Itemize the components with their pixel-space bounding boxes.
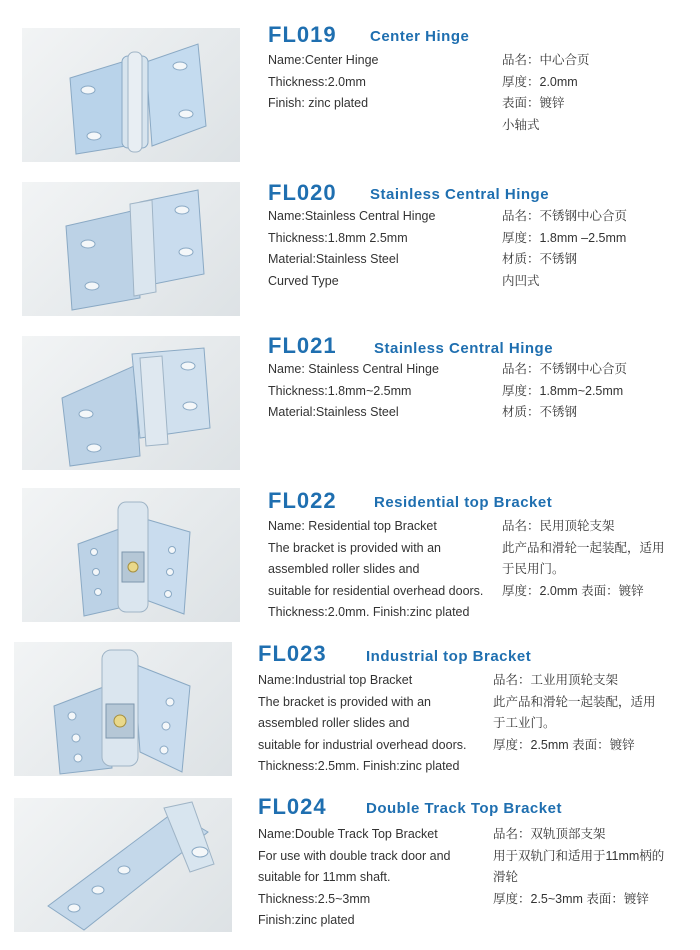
spec-line: 厚度：2.5mm 表面：镀锌: [493, 737, 635, 752]
spec-line: Thickness:1.8mm~2.5mm: [268, 383, 412, 398]
spec-line: assembled roller slides and: [258, 716, 410, 730]
spec-en: [258, 824, 450, 932]
product-photo-fl024: [14, 798, 232, 932]
product-code: FL019: [268, 22, 337, 47]
spec-en: [258, 670, 466, 778]
center-hinge-illustration: [22, 28, 240, 162]
spec-cn: [502, 50, 590, 136]
spec-line: Name: Residential top Bracket: [268, 519, 437, 533]
spec-line: assembled roller slides and: [268, 562, 420, 576]
spec-line: 滑轮: [493, 870, 519, 884]
spec-line: 于工业门。: [493, 716, 556, 730]
spec-cn: [493, 824, 664, 910]
spec-line: 于民用门。: [502, 562, 565, 576]
spec-cn: [502, 516, 665, 602]
spec-en: [268, 50, 378, 115]
spec-line: 品名：不锈钢中心合页: [502, 362, 628, 376]
spec-line: suitable for 11mm shaft.: [258, 870, 391, 884]
spec-line: 厚度：2.5~3mm 表面：镀锌: [493, 891, 649, 906]
product-photo-fl020: [22, 182, 240, 316]
spec-line: Name:Center Hinge: [268, 53, 379, 67]
spec-en: [268, 206, 435, 292]
spec-line: 材质：不锈钢: [502, 405, 578, 419]
spec-en: [268, 516, 483, 624]
spec-line: The bracket is provided with an: [268, 540, 442, 555]
stainless-hinge-illustration: [22, 336, 240, 470]
product-code: FL021: [268, 333, 337, 358]
spec-line: Material:Stainless Steel: [268, 252, 399, 266]
spec-line: Thickness:2.5mm. Finish:zinc plated: [258, 759, 460, 773]
spec-line: Thickness:1.8mm 2.5mm: [268, 230, 408, 245]
spec-line: Name: Stainless Central Hinge: [268, 362, 439, 376]
product-code: FL022: [268, 488, 337, 513]
product-title: Residential top Bracket: [374, 494, 553, 511]
spec-line: Name:Double Track Top Bracket: [258, 827, 438, 841]
spec-cn: [493, 670, 656, 756]
product-title: Industrial top Bracket: [366, 648, 532, 665]
product-title: Stainless Central Hinge: [370, 186, 550, 203]
spec-line: suitable for residential overhead doors.: [268, 583, 484, 598]
double-track-bracket-illustration: [14, 798, 232, 932]
product-code: FL024: [258, 794, 327, 819]
product-photo-fl021: [22, 336, 240, 470]
product-code: FL020: [268, 180, 337, 205]
residential-bracket-illustration: [22, 488, 240, 622]
spec-line: Finish:zinc plated: [258, 913, 355, 927]
spec-line: 厚度：1.8mm –2.5mm: [502, 230, 627, 245]
spec-line: The bracket is provided with an: [258, 694, 432, 709]
spec-line: 小轴式: [502, 117, 540, 132]
spec-line: suitable for industrial overhead doors.: [258, 737, 467, 752]
spec-line: Thickness:2.5~3mm: [258, 891, 371, 906]
product-title: Double Track Top Bracket: [366, 800, 562, 817]
product-title: Center Hinge: [370, 28, 470, 45]
spec-line: 内凹式: [502, 273, 540, 288]
spec-line: 品名：中心合页: [502, 53, 590, 67]
spec-line: 用于双轨门和适用于11mm柄的: [493, 848, 665, 863]
spec-line: Curved Type: [268, 273, 339, 288]
spec-line: Name:Stainless Central Hinge: [268, 209, 436, 223]
product-code: FL023: [258, 641, 327, 666]
spec-en: [268, 359, 439, 424]
stainless-hinge-illustration: [22, 182, 240, 316]
spec-line: Thickness:2.0mm: [268, 74, 366, 89]
spec-line: 厚度：2.0mm: [502, 74, 578, 89]
spec-line: 表面：镀锌: [502, 96, 565, 110]
spec-line: 品名：工业用顶轮支架: [493, 673, 619, 687]
industrial-bracket-illustration: [14, 642, 232, 776]
spec-line: 品名：不锈钢中心合页: [502, 209, 628, 223]
product-photo-fl023: [14, 642, 232, 776]
spec-line: Name:Industrial top Bracket: [258, 673, 413, 687]
spec-cn: [502, 359, 627, 424]
product-photo-fl019: [22, 28, 240, 162]
spec-line: 厚度：1.8mm~2.5mm: [502, 383, 624, 398]
product-title: Stainless Central Hinge: [374, 340, 554, 357]
spec-line: 厚度：2.0mm 表面：镀锌: [502, 583, 644, 598]
spec-line: For use with double track door and: [258, 848, 451, 863]
spec-cn: [502, 206, 627, 292]
product-photo-fl022: [22, 488, 240, 622]
spec-line: Thickness:2.0mm. Finish:zinc plated: [268, 605, 470, 619]
spec-line: 品名：双轨顶部支架: [493, 827, 606, 841]
spec-line: Material:Stainless Steel: [268, 405, 399, 419]
spec-line: 品名：民用顶轮支架: [502, 519, 615, 533]
spec-line: 材质：不锈钢: [502, 252, 578, 266]
spec-line: 此产品和滑轮一起装配，适用: [502, 540, 665, 555]
spec-line: Finish: zinc plated: [268, 96, 369, 110]
spec-line: 此产品和滑轮一起装配，适用: [493, 694, 656, 709]
